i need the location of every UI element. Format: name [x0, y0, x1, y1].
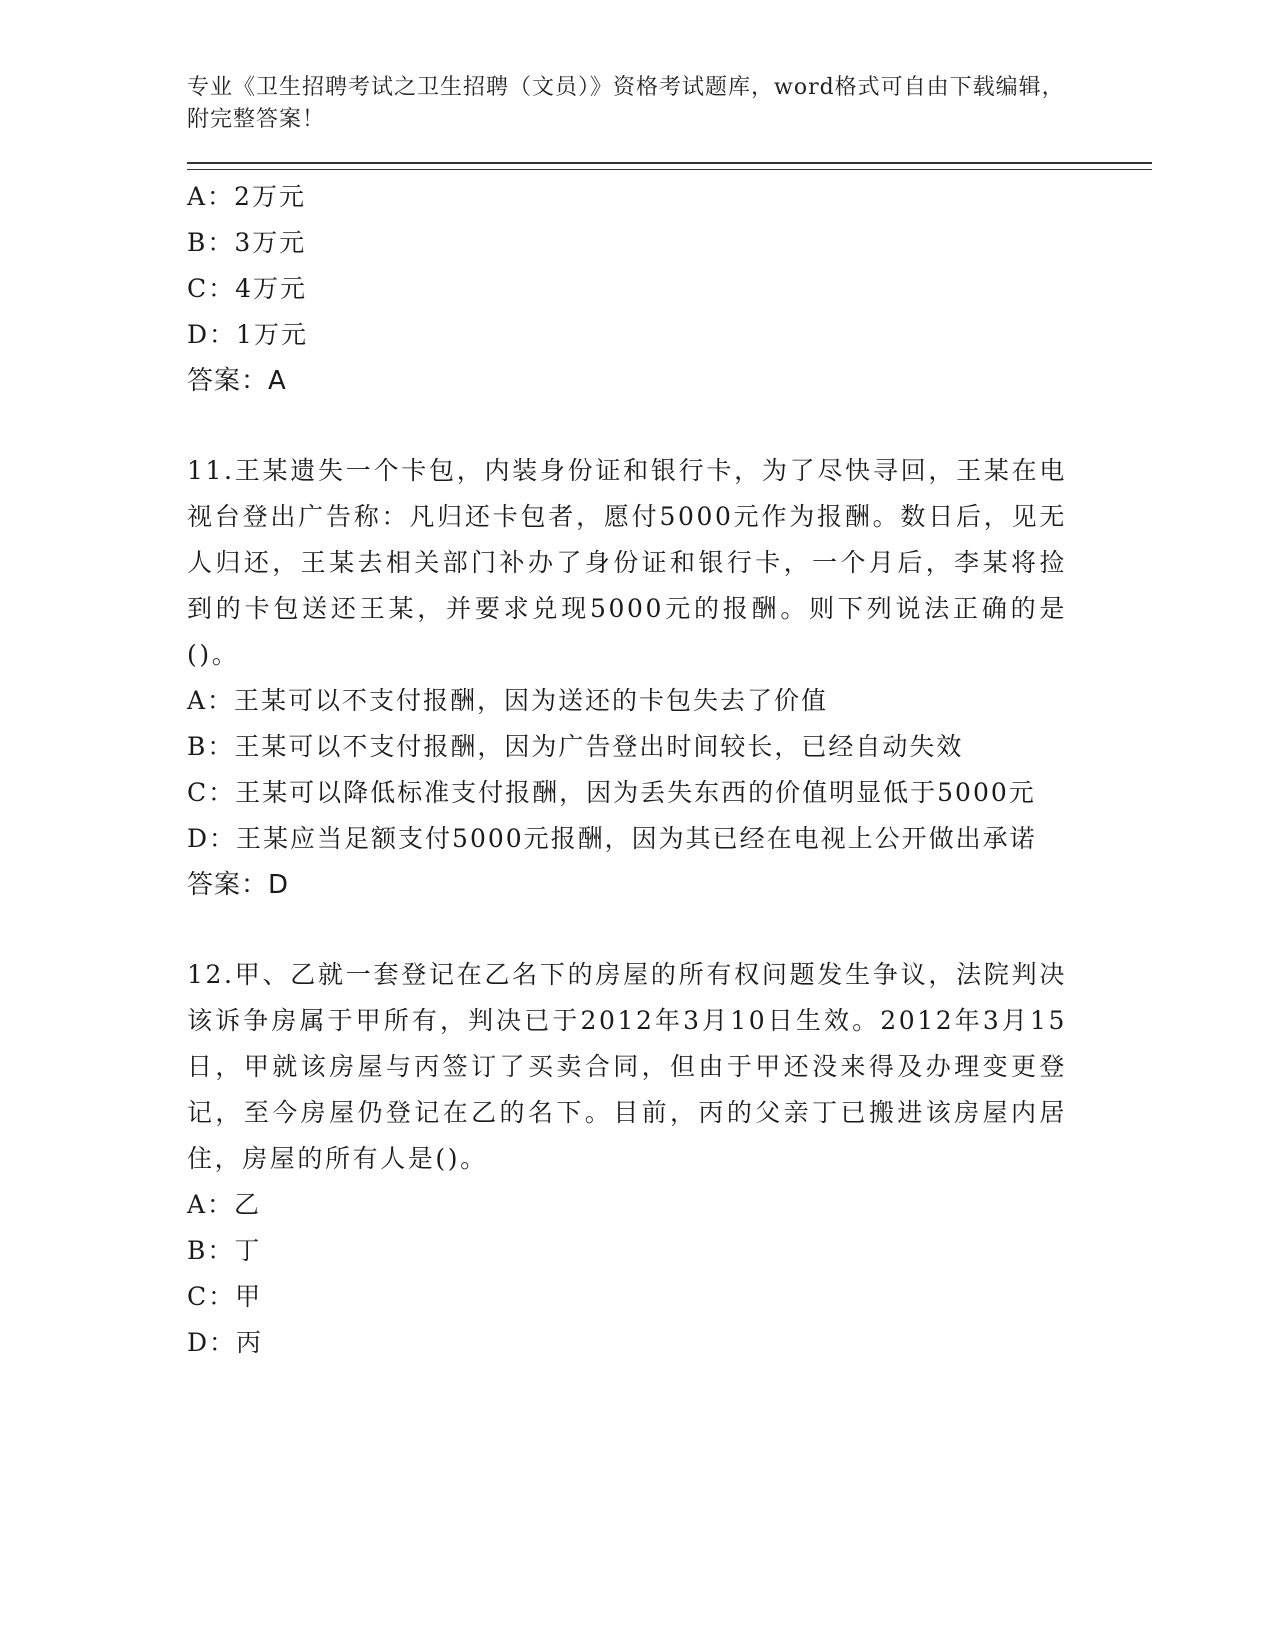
- answer: 答案：D: [187, 870, 290, 900]
- question-stem: 11.王某遗失一个卡包，内装身份证和银行卡，为了尽快寻回，王某在电视台登出广告称：凡归还卡包者，愿付5000元作为报酬。数日后，见无人归还，王某去相关部门补办了身份证和银行卡，一个月后，李某将捡到的卡包送还王某，并要求兑现5000元的报酬。则下列说法正确的是()。: [187, 456, 1067, 669]
- answer: 答案：A: [187, 366, 287, 396]
- spacer: [187, 908, 1152, 952]
- option-a: A：王某可以不支付报酬，因为送还的卡包失去了价值: [187, 686, 829, 715]
- option-d: D：1万元: [187, 320, 308, 349]
- option-c: C：4万元: [187, 274, 308, 303]
- question-11: [187, 448, 1152, 908]
- option-d: D：丙: [187, 1328, 264, 1357]
- question-12: [187, 952, 1152, 1366]
- option-c: C：王某可以降低标准支付报酬，因为丢失东西的价值明显低于5000元: [187, 778, 1036, 807]
- option-d: D：王某应当足额支付5000元报酬，因为其已经在电视上公开做出承诺: [187, 824, 1037, 853]
- option-a: A：2万元: [187, 182, 306, 211]
- page-header: 专业《卫生招聘考试之卫生招聘（文员）》资格考试题库，word格式可自由下载编辑，附完整答案！: [187, 75, 1065, 132]
- option-b: B：王某可以不支付报酬，因为广告登出时间较长，已经自动失效: [187, 732, 964, 761]
- option-b: B：丁: [187, 1236, 262, 1265]
- header-divider: [187, 162, 1152, 170]
- option-b: B：3万元: [187, 228, 307, 257]
- option-a: A：乙: [187, 1190, 262, 1219]
- question-stem: 12.甲、乙就一套登记在乙名下的房屋的所有权问题发生争议，法院判决该诉争房属于甲所有，判决已于2012年3月10日生效。2012年3月15日，甲就该房屋与丙签订了买卖合同，但由于甲还没来得及办理变更登记，至今房屋仍登记在乙的名下。目前，丙的父亲丁已搬进该房屋内居住，房屋的所有人是()。: [187, 960, 1067, 1173]
- document-page: [187, 72, 1152, 1366]
- option-c: C：甲: [187, 1282, 263, 1311]
- spacer: [187, 404, 1152, 448]
- question-10-continued: [187, 174, 1152, 404]
